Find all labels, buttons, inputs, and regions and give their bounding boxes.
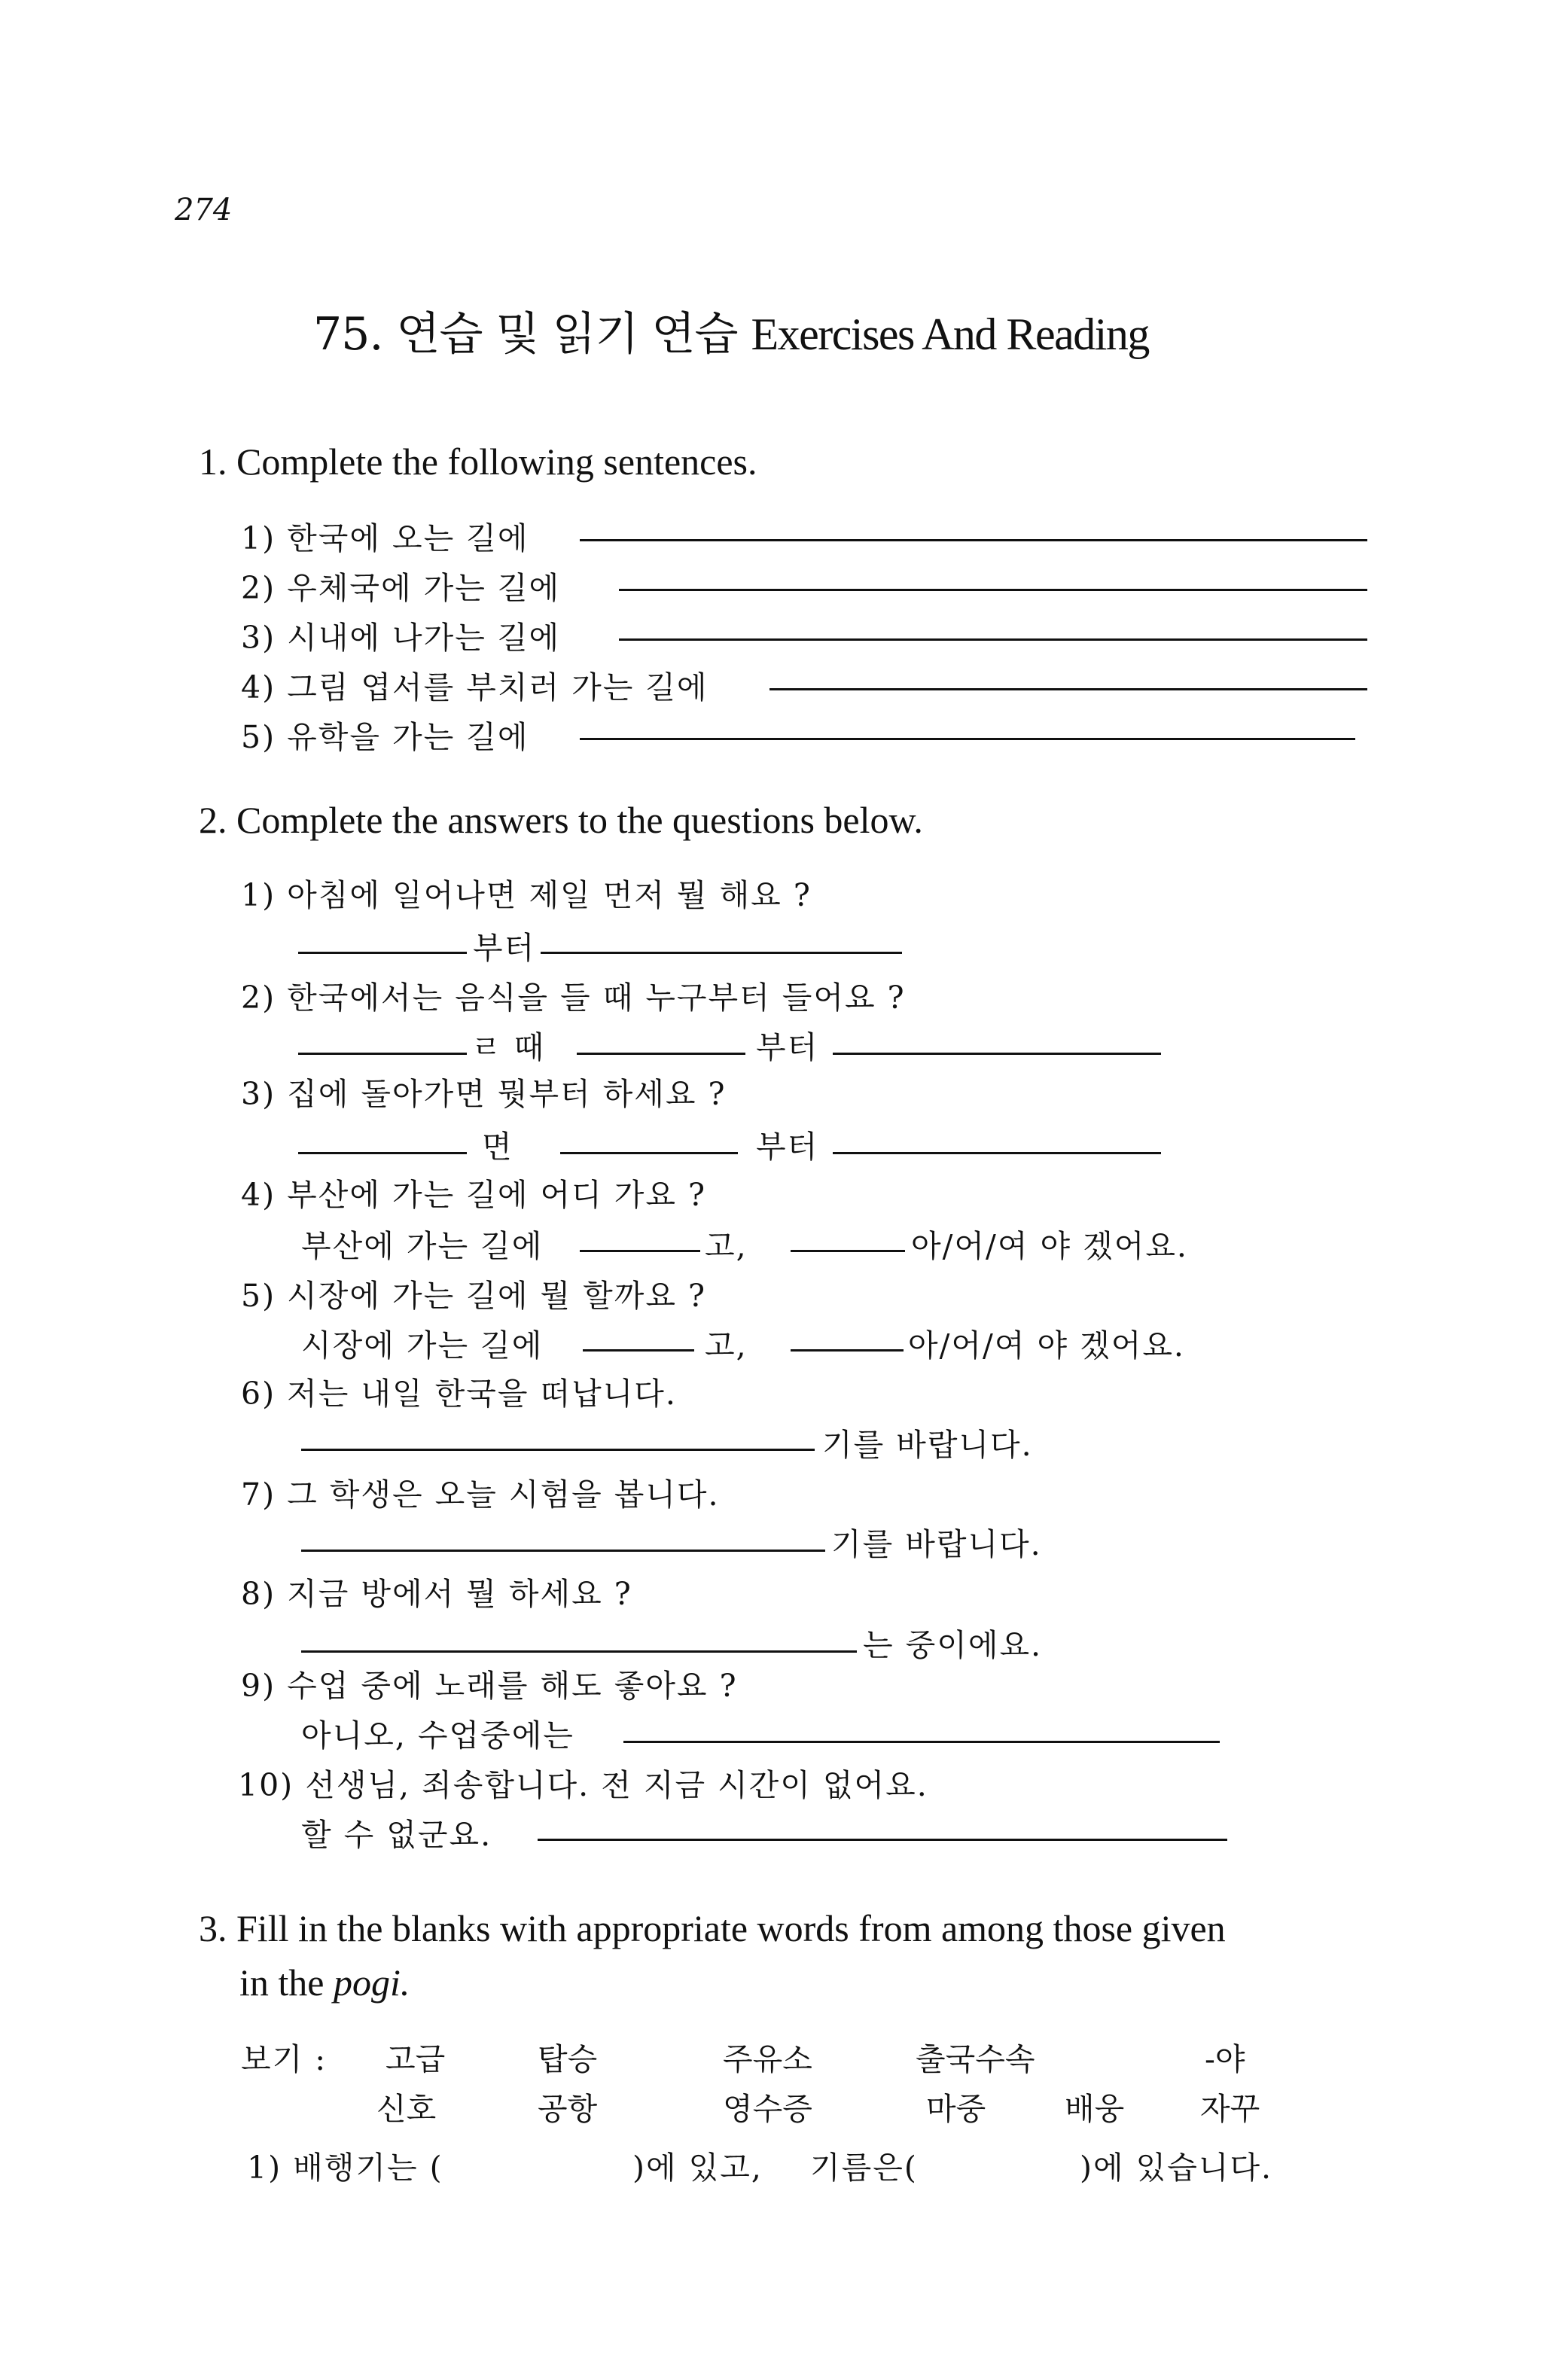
answer-blank[interactable] — [583, 1349, 694, 1352]
answer-line[interactable] — [619, 638, 1367, 641]
question-text: 저는 내일 한국을 떠납니다. — [287, 1376, 677, 1412]
answer-blank[interactable] — [560, 1152, 738, 1154]
answer-prefix: 시장에 가는 길에 — [301, 1327, 544, 1364]
item-number: 7) — [241, 1476, 276, 1513]
title-number: 75. — [313, 308, 383, 361]
answer-blank[interactable] — [577, 1053, 745, 1055]
question-text: 지금 방에서 뭘 하세요 ? — [287, 1576, 632, 1612]
item-number: 2) — [241, 570, 276, 606]
question-text: 선생님, 죄송합니다. 전 지금 시간이 없어요. — [305, 1767, 928, 1803]
item-number: 1) — [241, 520, 276, 556]
pogi-word: 공항 — [538, 2091, 598, 2127]
s2-question-8 — [241, 1569, 632, 1614]
item-number: 5) — [241, 719, 276, 755]
s1-item-1 — [241, 513, 529, 558]
item-text-part-3: 기름은( — [810, 2150, 918, 2186]
answer-suffix: 아/어/여 야 겠어요. — [911, 1228, 1188, 1264]
item-number: 10) — [238, 1767, 294, 1803]
item-number: 6) — [241, 1376, 276, 1412]
s3-item-1 — [247, 2143, 443, 2187]
question-text: 그 학생은 오늘 시험을 봅니다. — [287, 1476, 720, 1513]
pogi-word: 탑승 — [538, 2041, 598, 2077]
question-text: 한국에서는 음식을 들 때 누구부터 들어요 ? — [287, 980, 906, 1016]
title-english: Exercises And Reading — [751, 309, 1149, 359]
answer-blank[interactable] — [538, 1839, 1227, 1841]
answer-blank[interactable] — [833, 1053, 1161, 1055]
item-text-part-2: )에 있고, — [632, 2150, 763, 2186]
answer-blank[interactable] — [298, 1053, 467, 1055]
answer-blank[interactable] — [301, 1550, 825, 1552]
s1-item-2 — [241, 563, 560, 608]
answer-blank[interactable] — [541, 952, 902, 954]
answer-blank[interactable] — [301, 1449, 815, 1451]
answer-prefix: 부산에 가는 길에 — [301, 1228, 544, 1264]
answer-suffix: 기를 바랍니다. — [831, 1526, 1042, 1562]
item-text-part-1: 배행기는 ( — [293, 2150, 443, 2186]
pogi-word: 주유소 — [723, 2041, 812, 2077]
s2-question-1 — [241, 870, 812, 915]
answer-blank[interactable] — [791, 1349, 904, 1352]
item-number: 3) — [241, 1076, 276, 1112]
pogi-word: 영수증 — [723, 2091, 812, 2127]
s2-question-4 — [241, 1170, 706, 1214]
answer-suffix: 부터 — [756, 1129, 819, 1165]
heading-italic: pogi. — [333, 1961, 410, 2004]
s2-question-9 — [241, 1661, 738, 1705]
item-number: 3) — [241, 620, 276, 656]
answer-suffix: 부터 — [756, 1029, 819, 1065]
answer-blank[interactable] — [298, 1152, 467, 1154]
pogi-word: 마중 — [926, 2091, 986, 2127]
s1-item-3 — [241, 613, 560, 657]
s1-item-4 — [241, 663, 709, 707]
section-1-heading: 1. Complete the following sentences. — [199, 440, 757, 483]
answer-line[interactable] — [769, 688, 1367, 690]
answer-suffix: 부터 — [473, 930, 536, 966]
answer-blank[interactable] — [298, 952, 467, 954]
answer-suffix: 는 중이에요. — [863, 1627, 1043, 1663]
item-number: 5) — [241, 1278, 276, 1314]
item-number: 2) — [241, 980, 276, 1016]
item-text: 그림 엽서를 부치러 가는 길에 — [287, 669, 709, 705]
s2-question-7 — [241, 1470, 720, 1514]
pogi-word: 고급 — [386, 2041, 446, 2077]
item-number: 9) — [241, 1668, 276, 1704]
item-number: 4) — [241, 669, 276, 705]
heading-text: in the — [239, 1961, 325, 2004]
answer-blank[interactable] — [580, 1250, 700, 1252]
answer-line[interactable] — [580, 738, 1355, 740]
answer-line[interactable] — [580, 539, 1367, 541]
answer-blank[interactable] — [301, 1650, 857, 1653]
section-3-heading: 3. Fill in the blanks with appropriate words from among those given — [199, 1907, 1226, 1949]
answer-suffix: 기를 바랍니다. — [822, 1427, 1033, 1463]
s2-question-3 — [241, 1069, 727, 1114]
item-text: 시내에 나가는 길에 — [287, 620, 561, 656]
pogi-word: 자꾸 — [1200, 2091, 1260, 2127]
item-number: 4) — [241, 1177, 276, 1213]
s2-question-5 — [241, 1271, 706, 1315]
question-text: 집에 돌아가면 뭣부터 하세요 ? — [287, 1076, 727, 1112]
s2-question-6 — [241, 1369, 677, 1413]
page-number: 274 — [175, 193, 233, 227]
item-text: 유학을 가는 길에 — [287, 719, 529, 755]
question-text: 시장에 가는 길에 뭘 할까요 ? — [287, 1278, 706, 1314]
answer-prefix: 아니오, 수업중에는 — [301, 1717, 574, 1754]
pogi-word: -야 — [1205, 2041, 1245, 2077]
answer-suffix: 고, — [705, 1228, 748, 1264]
item-number: 1) — [247, 2150, 282, 2186]
answer-blank[interactable] — [833, 1152, 1161, 1154]
answer-blank[interactable] — [791, 1250, 905, 1252]
pogi-word: 배웅 — [1065, 2091, 1125, 2127]
answer-blank[interactable] — [623, 1741, 1220, 1743]
section-2-heading: 2. Complete the answers to the questions below. — [199, 799, 923, 841]
pogi-word: 신호 — [376, 2091, 437, 2127]
answer-suffix: 아/어/여 야 겠어요. — [908, 1327, 1185, 1364]
item-number: 1) — [241, 877, 276, 913]
pogi-word: 출국수속 — [916, 2041, 1035, 2077]
title-korean: 연습 및 읽기 연습 — [396, 308, 738, 361]
page-title — [313, 298, 1149, 363]
item-text: 한국에 오는 길에 — [287, 520, 529, 556]
s1-item-5 — [241, 712, 529, 757]
answer-line[interactable] — [619, 589, 1367, 591]
s2-question-2 — [241, 973, 906, 1017]
answer-suffix: ㄹ 때 — [471, 1029, 546, 1065]
section-3-heading-cont — [239, 1961, 410, 2004]
s2-question-10 — [238, 1760, 928, 1805]
item-text-part-4: )에 있습니다. — [1080, 2150, 1273, 2186]
item-number: 8) — [241, 1576, 276, 1612]
question-text: 부산에 가는 길에 어디 가요 ? — [287, 1177, 706, 1213]
answer-suffix: 면 — [482, 1129, 513, 1165]
pogi-label: 보기 : — [241, 2041, 328, 2077]
question-text: 수업 중에 노래를 해도 좋아요 ? — [287, 1668, 738, 1704]
item-text: 우체국에 가는 길에 — [287, 570, 561, 606]
answer-prefix: 할 수 없군요. — [301, 1817, 492, 1853]
question-text: 아침에 일어나면 제일 먼저 뭘 해요 ? — [287, 877, 812, 913]
answer-suffix: 고, — [705, 1327, 748, 1364]
